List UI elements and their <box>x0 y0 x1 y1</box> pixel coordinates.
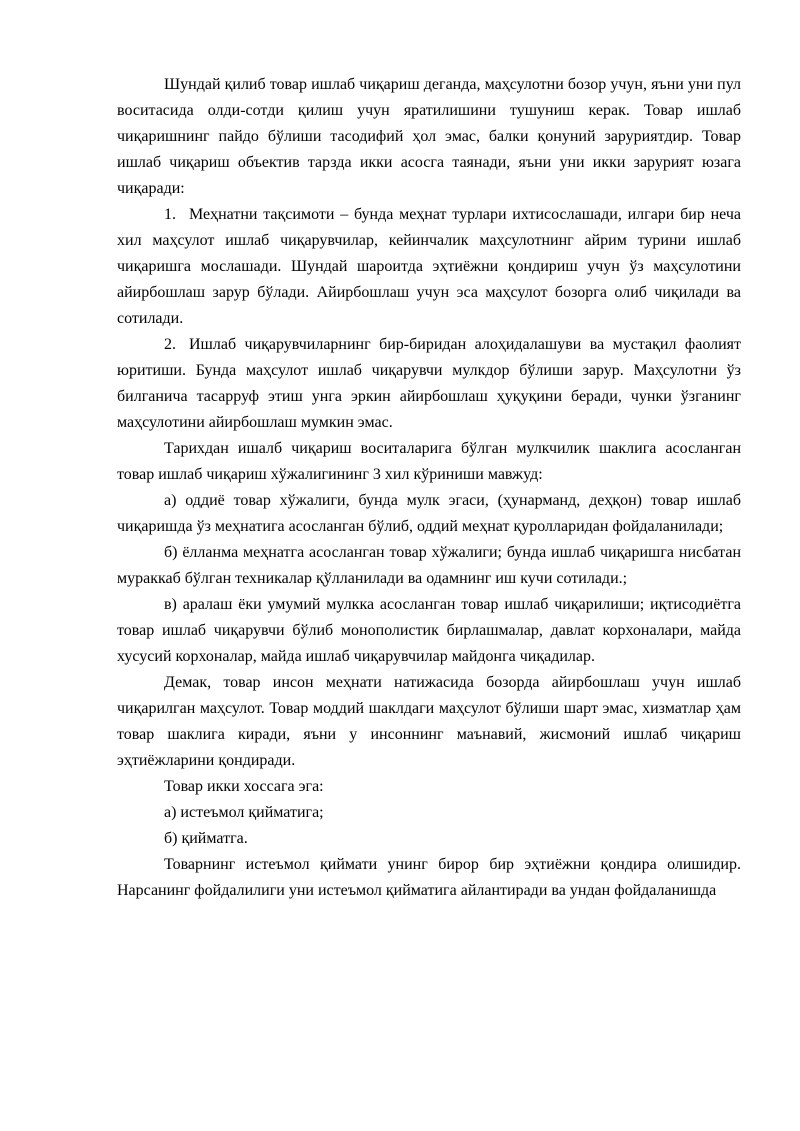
document-page <box>117 72 741 904</box>
list-item-text: Меҳнатни тақсимоти – бунда меҳнат турлари ихтисослашади, илгари бир неча хил маҳсулот ишлаб чиқарувчилар, кейинчалик маҳсулотнинг айрим турини ишлаб чиқаришга мослашади. Шундай шароитда эҳтиёжни қондириш учун ўз маҳсулотини айирбошлаш зарур бўлади. Айирбошлаш учун эса маҳсулот бозорга олиб чиқилади ва сотилади. <box>117 206 741 327</box>
paragraph-use-value: Товарнинг истеъмол қиймати унинг бирор бир эҳтиёжни қондира олишидир. Нарсанинг фойдалилиги уни истеъмол қийматига айлантиради ва ундан фойдаланишда <box>117 856 741 899</box>
list-number: 1. <box>164 206 176 223</box>
paragraph-type-b: б) ёлланма меҳнатга асосланган товар хўжалиги; бунда ишлаб чиқаришга нисбатан мураккаб бўлган техникалар қўлланилади ва одамнинг иш кучи сотилади.; <box>117 544 741 587</box>
paragraph-definition: Демак, товар инсон меҳнати натижасида бозорда айирбошлаш учун ишлаб чиқарилган маҳсулот. Товар моддий шаклдаги маҳсулот бўлиши шарт эмас, хизматлар ҳам товар шаклига киради, яъни у инсоннинг маънавий, жисмоний ишлаб чиқариш эҳтиёжларини қондиради. <box>117 674 741 769</box>
paragraph-property-b: б) қийматга. <box>164 830 248 847</box>
paragraph-type-a: а) оддиё товар хўжалиги, бунда мулк эгаси, (ҳунарманд, деҳқон) товар ишлаб чиқаришда ўз меҳнатига асосланган бўлиб, оддий меҳнат қуролларидан фойдаланилади; <box>117 492 741 535</box>
list-number: 2. <box>164 336 176 353</box>
paragraph-type-v: в) аралаш ёки умумий мулкка асосланган товар ишлаб чиқарилиши; иқтисодиётга товар ишлаб чиқарувчи бўлиб монополистик бирлашмалар, давлат корхоналари, майда хусусий корхоналар, майда ишлаб чиқарувчилар майдонга чиқадилар. <box>117 596 741 665</box>
list-item-text: Ишлаб чиқарувчиларнинг бир-биридан алоҳидалашуви ва мустақил фаолият юритиши. Бунда маҳсулот ишлаб чиқарувчи мулкдор бўлиши зарур. Маҳсулотни ўз билганича тасарруф этиш унга эркин айирбошлаш ҳуқуқини беради, чунки ўзганинг маҳсулотини айирбошлаш мумкин эмас. <box>117 336 741 431</box>
paragraph-properties: Товар икки хоссага эга: <box>164 778 324 795</box>
list-item-1 <box>117 202 741 332</box>
paragraph-intro: Шундай қилиб товар ишлаб чиқариш деганда, маҳсулотни бозор учун, яъни уни пул воситасида олди-сотди қилиш учун яратилишини тушуниш керак. Товар ишлаб чиқаришнинг пайдо бўлиши тасодифий ҳол эмас, балки қонуний заруриятдир. Товар ишлаб чиқариш объектив тарзда икки асосга таянади, яъни уни икки зарурият юзага чиқаради: <box>117 76 741 197</box>
list-item-2 <box>117 332 741 436</box>
paragraph-property-a: а) истеъмол қийматига; <box>164 804 324 821</box>
paragraph-history: Тарихдан ишалб чиқариш воситаларига бўлган мулкчилик шаклига асосланган товар ишлаб чиқариш хўжалигининг 3 хил кўриниши мавжуд: <box>117 440 741 483</box>
